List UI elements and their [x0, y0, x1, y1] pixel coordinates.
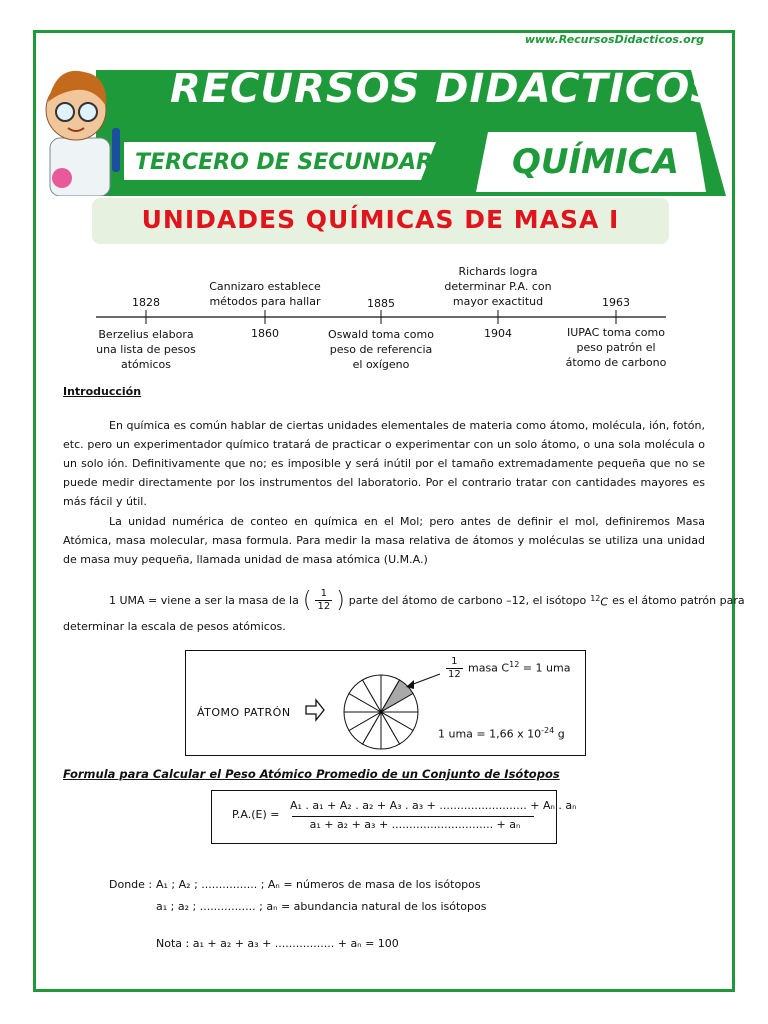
- intro-paragraph-2: La unidad numérica de conteo en química en el Mol; pero antes de definir el mol, definiremos Masa Atómica, masa molecular, masa formula. Para medir la masa relativa de átomos y moléculas se utiliza una unidad de masa muy pequeña, llamada unidad de masa atómica (U.M.A.): [63, 515, 705, 566]
- subject-label: QUÍMICA: [512, 142, 679, 182]
- timeline-text-1828: Berzelius elabora una lista de pesos atómicos: [96, 328, 196, 371]
- atomo-patron-label: ÁTOMO PATRÓN: [197, 706, 291, 719]
- nota-line: Nota : a₁ + a₂ + a₃ + ................. + aₙ = 100: [156, 937, 399, 950]
- fraction-1-12: 1 12: [317, 588, 331, 612]
- grade-label: TERCERO DE SECUNDARIA: [135, 150, 459, 175]
- timeline-year-1828: 1828: [132, 296, 160, 309]
- timeline-year-1860: 1860: [251, 327, 279, 340]
- uma-definition-line2: determinar la escala de pesos atómicos.: [63, 620, 286, 633]
- carbon-atom-pie: [344, 675, 418, 749]
- document-title: UNIDADES QUÍMICAS DE MASA I: [141, 205, 620, 234]
- formula-heading: Formula para Calcular el Peso Atómico Promedio de un Conjunto de Isótopos: [63, 767, 560, 781]
- formula-fraction-bar: [292, 816, 534, 817]
- donde-line-2: a₁ ; a₂ ; ................ ; aₙ = abundancia natural de los isótopos: [156, 900, 487, 913]
- fraction-1-12-diagram: 1 12: [448, 656, 461, 680]
- formula-lhs: P.A.(E) =: [232, 808, 280, 821]
- timeline-year-1904: 1904: [484, 327, 512, 340]
- donde-line-1: A₁ ; A₂ ; ................ ; Aₙ = números de masa de los isótopos: [156, 878, 481, 891]
- site-url[interactable]: www.RecursosDidacticos.org: [524, 33, 704, 46]
- uma-definition: 1 UMA = viene a ser la masa de la ( 1 12 ) parte del átomo de carbono –12, el isótopo $^{12}$C es el átomo patrón para: [109, 588, 745, 613]
- timeline-year-1885: 1885: [367, 297, 395, 310]
- intro-paragraph-1: En química es común hablar de ciertas unidades elementales de materia como átomo, molécula, ión, fotón, etc. pero un experimentador químico tratará de practicar o experimentar con un solo átomo, o una sola molécula o un solo ión. Definitivamente que no; es imposible y será inútil por el tamaño extremadamente pequeña que no se puede medir directamente por los instrumentos del laboratorio. Por el contrario tratar con cantidades mayores es más fácil y útil.: [63, 419, 705, 508]
- timeline-text-1885: Oswald toma como peso de referencia el oxígeno: [328, 328, 434, 371]
- masa-c12-label: masa $C^{12} = 1$ uma: [468, 660, 571, 675]
- donde-label: Donde :: [109, 878, 153, 891]
- intro-heading: Introducción: [63, 385, 142, 398]
- timeline-text-1860: Cannizaro establece métodos para hallar: [209, 280, 321, 308]
- formula-numerator: A₁ . a₁ + A₂ . a₂ + A₃ . a₃ + ......................... + Aₙ . aₙ: [290, 799, 577, 812]
- timeline-text-1963: IUPAC toma como peso patrón el átomo de carbono: [565, 326, 667, 369]
- uma-value-label: 1 uma = 1,66 x $10^{-24}$ g: [438, 726, 565, 741]
- right-arrow-icon: [306, 700, 324, 720]
- timeline-year-1963: 1963: [602, 296, 630, 309]
- timeline-text-1904: Richards logra determinar P.A. con mayor exactitud: [444, 265, 552, 308]
- formula-denominator: a₁ + a₂ + a₃ + ............................. + aₙ: [309, 818, 521, 831]
- site-title: RECURSOS DIDÁCTICOS: [170, 66, 721, 112]
- timeline-axis: [0, 0, 768, 380]
